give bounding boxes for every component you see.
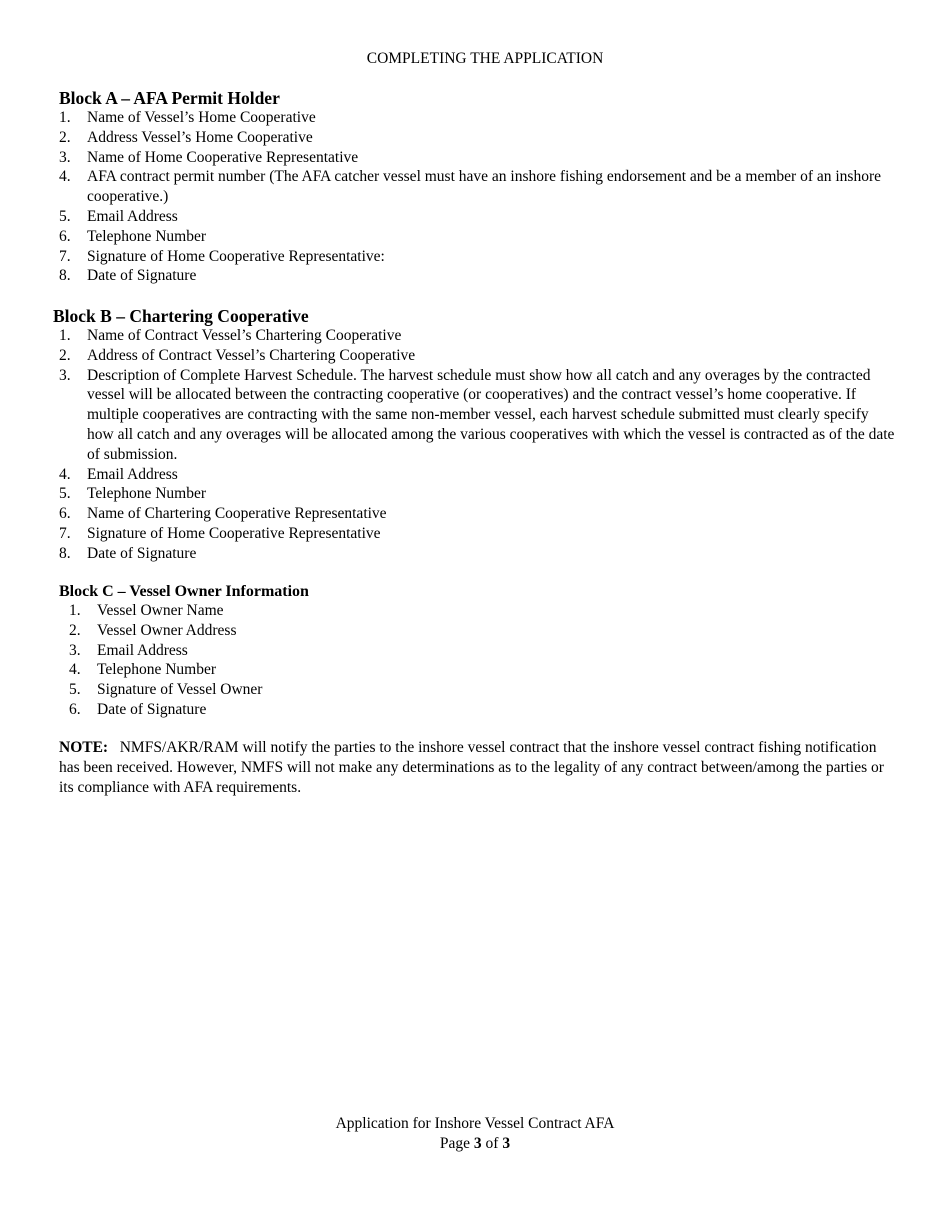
item-number: 4. (69, 661, 81, 679)
item-number: 5. (59, 207, 71, 225)
note-paragraph (59, 738, 899, 797)
list-item (53, 524, 899, 544)
item-number: 7. (59, 524, 71, 542)
page-title: COMPLETING THE APPLICATION (366, 50, 604, 67)
page-number (0, 1134, 950, 1154)
list-item (53, 326, 899, 346)
list-item (59, 167, 899, 207)
list-item (53, 346, 899, 366)
item-number: 1. (69, 602, 81, 619)
list-item (59, 266, 899, 286)
list-item (53, 544, 899, 564)
item-number: 1. (59, 109, 71, 126)
block-c-list (59, 601, 899, 720)
list-item (59, 247, 899, 267)
item-number: 2. (59, 128, 71, 146)
item-text: Email Address (97, 641, 188, 659)
list-item (59, 680, 899, 700)
item-number: 4. (59, 168, 71, 186)
list-item (59, 227, 899, 247)
item-text: Date of Signature (97, 700, 207, 718)
block-c-section (59, 582, 899, 720)
item-text: Name of Contract Vessel’s Chartering Cooperative (87, 327, 402, 344)
item-number: 8. (59, 544, 71, 562)
item-text: Vessel Owner Address (97, 621, 237, 639)
block-b-heading: Block B – Chartering Cooperative (53, 306, 309, 326)
item-text: Vessel Owner Name (97, 602, 224, 619)
item-text: Signature of Vessel Owner (97, 681, 263, 699)
block-a-list (59, 108, 899, 286)
list-item (53, 484, 899, 504)
page-footer (0, 1114, 950, 1154)
item-number: 8. (59, 267, 71, 285)
block-b-list (53, 326, 899, 564)
item-number: 1. (59, 327, 71, 344)
item-text: Name of Chartering Cooperative Representative (87, 505, 387, 523)
item-number: 2. (59, 346, 71, 364)
item-text: Email Address (87, 207, 178, 225)
list-item (59, 660, 899, 680)
block-a-section (59, 88, 899, 286)
item-text: Address Vessel’s Home Cooperative (87, 128, 313, 146)
item-number: 6. (69, 700, 81, 718)
list-item (53, 504, 899, 524)
item-number: 6. (59, 227, 71, 245)
item-text: Address of Contract Vessel’s Chartering Cooperative (87, 346, 416, 364)
item-number: 5. (59, 485, 71, 503)
item-number: 3. (59, 366, 71, 384)
item-number: 3. (69, 641, 81, 659)
item-text: Telephone Number (87, 485, 206, 503)
list-item (59, 621, 899, 641)
item-text: Telephone Number (97, 661, 216, 679)
block-c-heading: Block C – Vessel Owner Information (59, 583, 309, 600)
list-item (59, 601, 899, 621)
item-number: 5. (69, 681, 81, 699)
footer-form-title: Application for Inshore Vessel Contract AFA (335, 1115, 615, 1132)
note-label: NOTE: (59, 739, 109, 756)
item-text: Date of Signature (87, 267, 197, 285)
item-number: 7. (59, 247, 71, 265)
page-current: 3 (473, 1134, 482, 1152)
block-b-section (53, 306, 899, 564)
item-text: Signature of Home Cooperative Representative: (87, 247, 385, 265)
item-text: Telephone Number (87, 227, 206, 245)
item-number: 2. (69, 621, 81, 639)
list-item (59, 128, 899, 148)
list-item (53, 366, 899, 465)
item-text: Description of Complete Harvest Schedule. The harvest schedule must show how all catch and any overages by the contracted vessel will be allocated between the contracting cooperative (or cooperatives) and the contract vessel’s home cooperative. If multiple cooperatives are contracting with the same non-member vessel, each harvest schedule submitted must clearly specify how all catch and any overages will be allocated among the various cooperatives with which the vessel is contracted as of the date of submission. (87, 366, 895, 463)
item-text: Name of Home Cooperative Representative (87, 148, 359, 166)
page-of-word: of (485, 1134, 499, 1152)
list-item (59, 108, 899, 128)
list-item (59, 207, 899, 227)
list-item (53, 465, 899, 485)
item-number: 3. (59, 148, 71, 166)
item-text: Email Address (87, 465, 178, 483)
list-item (59, 641, 899, 661)
page-total: 3 (502, 1134, 511, 1152)
item-text: Name of Vessel’s Home Cooperative (87, 109, 316, 126)
list-item (59, 148, 899, 168)
item-number: 4. (59, 465, 71, 483)
item-number: 6. (59, 505, 71, 523)
note-text: NMFS/AKR/RAM will notify the parties to the inshore vessel contract that the inshore vessel contract fishing notification has been received. However, NMFS will not make any determinations as to the legality of any contract between/among the parties or its compliance with AFA requirements. (59, 739, 884, 796)
item-text: AFA contract permit number (The AFA catcher vessel must have an inshore fishing endorsement and be a member of an inshore cooperative.) (87, 168, 882, 206)
page-word: Page (439, 1134, 471, 1152)
item-text: Date of Signature (87, 544, 197, 562)
list-item (59, 700, 899, 720)
block-a-heading: Block A – AFA Permit Holder (59, 88, 280, 108)
item-text: Signature of Home Cooperative Representative (87, 524, 381, 542)
